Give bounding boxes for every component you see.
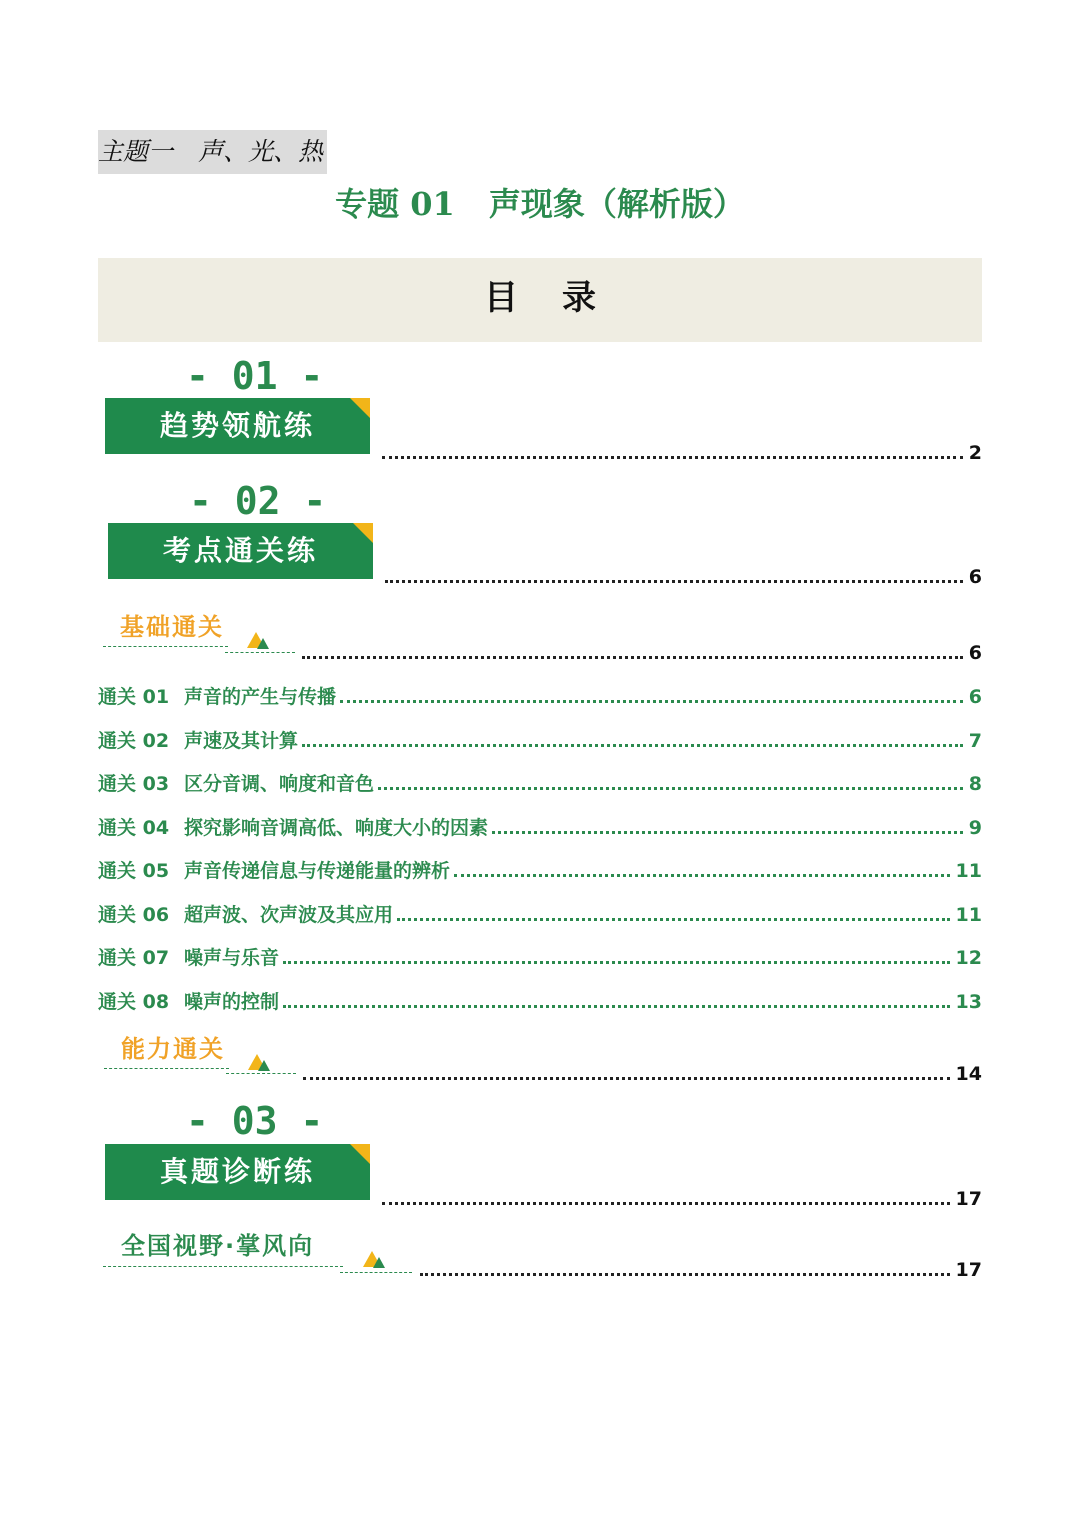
dot-leader bbox=[382, 1202, 950, 1205]
toc-entry[interactable] bbox=[98, 988, 982, 1014]
toc-banner bbox=[98, 258, 982, 342]
toc-entry[interactable] bbox=[98, 944, 982, 970]
entry-code: 通关 04 bbox=[98, 817, 170, 839]
section-number: - 01 - bbox=[186, 354, 324, 398]
toc-entry[interactable] bbox=[98, 727, 982, 753]
entry-title: 超声波、次声波及其应用 bbox=[184, 904, 394, 926]
toc-entry[interactable] bbox=[98, 901, 982, 927]
entry-code: 通关 08 bbox=[98, 991, 170, 1013]
dashed-underline bbox=[103, 646, 228, 647]
dot-leader bbox=[340, 700, 963, 703]
entry-title: 探究影响音调高低、响度大小的因素 bbox=[184, 817, 489, 839]
corner-flag-icon bbox=[353, 523, 373, 543]
section-number: - 03 - bbox=[186, 1099, 324, 1143]
toc-entry[interactable] bbox=[98, 857, 982, 883]
dot-leader bbox=[397, 918, 950, 921]
dot-leader bbox=[303, 1077, 950, 1080]
page-number: 14 bbox=[955, 1063, 982, 1085]
mountain-icon bbox=[373, 1257, 385, 1268]
entry-title: 声音的产生与传播 bbox=[184, 686, 337, 708]
theme-tag: 主题一 声、光、热 bbox=[98, 130, 327, 174]
dot-leader bbox=[454, 874, 950, 877]
dot-leader bbox=[378, 787, 963, 790]
entry-code: 通关 07 bbox=[98, 947, 170, 969]
corner-flag-icon bbox=[350, 1144, 370, 1164]
page-number: 17 bbox=[955, 1188, 982, 1210]
page-number: 6 bbox=[968, 642, 982, 664]
page-number: 8 bbox=[968, 773, 982, 795]
title-text: 声现象（解析版） bbox=[488, 185, 745, 223]
page-number: 17 bbox=[955, 1259, 982, 1281]
entry-title: 噪声的控制 bbox=[184, 991, 280, 1013]
page-number: 13 bbox=[955, 991, 982, 1013]
entry-title: 区分音调、响度和音色 bbox=[184, 773, 375, 795]
page-number: 9 bbox=[968, 817, 982, 839]
entry-title: 声音传递信息与传递能量的辨析 bbox=[184, 860, 451, 882]
page-number: 2 bbox=[968, 442, 982, 464]
toc-leader[interactable] bbox=[382, 440, 982, 464]
page-number: 11 bbox=[955, 904, 982, 926]
mountain-icon bbox=[258, 1060, 270, 1071]
mountain-icon bbox=[257, 638, 269, 649]
section-label: 真题诊断练 bbox=[159, 1155, 315, 1188]
corner-flag-icon bbox=[350, 398, 370, 418]
section-banner[interactable] bbox=[105, 398, 370, 454]
title-code: 专题 01 bbox=[335, 185, 455, 223]
toc-heading: 目录 bbox=[484, 278, 640, 318]
toc-entry[interactable] bbox=[98, 814, 982, 840]
toc-leader[interactable] bbox=[303, 1061, 982, 1085]
dashed-underline bbox=[225, 652, 295, 653]
section-number: - 02 - bbox=[189, 479, 327, 523]
dot-leader bbox=[385, 580, 963, 583]
page-number: 12 bbox=[955, 947, 982, 969]
dot-leader bbox=[302, 744, 963, 747]
toc-entry[interactable] bbox=[98, 683, 982, 709]
page-number: 6 bbox=[968, 686, 982, 708]
section-banner[interactable] bbox=[108, 523, 373, 579]
dot-leader bbox=[283, 1005, 950, 1008]
page-number: 11 bbox=[955, 860, 982, 882]
entry-code: 通关 05 bbox=[98, 860, 170, 882]
subsection-label: 全国视野·掌风向 bbox=[121, 1232, 315, 1260]
entry-code: 通关 06 bbox=[98, 904, 170, 926]
section-banner[interactable] bbox=[105, 1144, 370, 1200]
toc-leader[interactable] bbox=[302, 640, 982, 664]
dot-leader bbox=[420, 1273, 950, 1276]
subsection-label: 基础通关 bbox=[120, 613, 224, 641]
toc-entry[interactable] bbox=[98, 770, 982, 796]
entry-code: 通关 02 bbox=[98, 730, 170, 752]
toc-leader[interactable] bbox=[382, 1186, 982, 1210]
dashed-underline bbox=[340, 1272, 412, 1273]
subsection-label: 能力通关 bbox=[121, 1035, 225, 1063]
document-title bbox=[0, 178, 1080, 230]
dashed-underline bbox=[103, 1266, 343, 1267]
dot-leader bbox=[382, 456, 963, 459]
entry-title: 声速及其计算 bbox=[184, 730, 299, 752]
dot-leader bbox=[302, 656, 963, 659]
entry-title: 噪声与乐音 bbox=[184, 947, 280, 969]
page-number: 7 bbox=[968, 730, 982, 752]
dot-leader bbox=[492, 831, 963, 834]
entry-code: 通关 01 bbox=[98, 686, 170, 708]
toc-leader[interactable] bbox=[420, 1257, 982, 1281]
dot-leader bbox=[283, 961, 950, 964]
dashed-underline bbox=[226, 1073, 296, 1074]
section-label: 趋势领航练 bbox=[159, 409, 315, 442]
page-number: 6 bbox=[968, 566, 982, 588]
dashed-underline bbox=[104, 1068, 229, 1069]
entry-code: 通关 03 bbox=[98, 773, 170, 795]
section-label: 考点通关练 bbox=[162, 534, 318, 567]
toc-leader[interactable] bbox=[385, 564, 982, 588]
